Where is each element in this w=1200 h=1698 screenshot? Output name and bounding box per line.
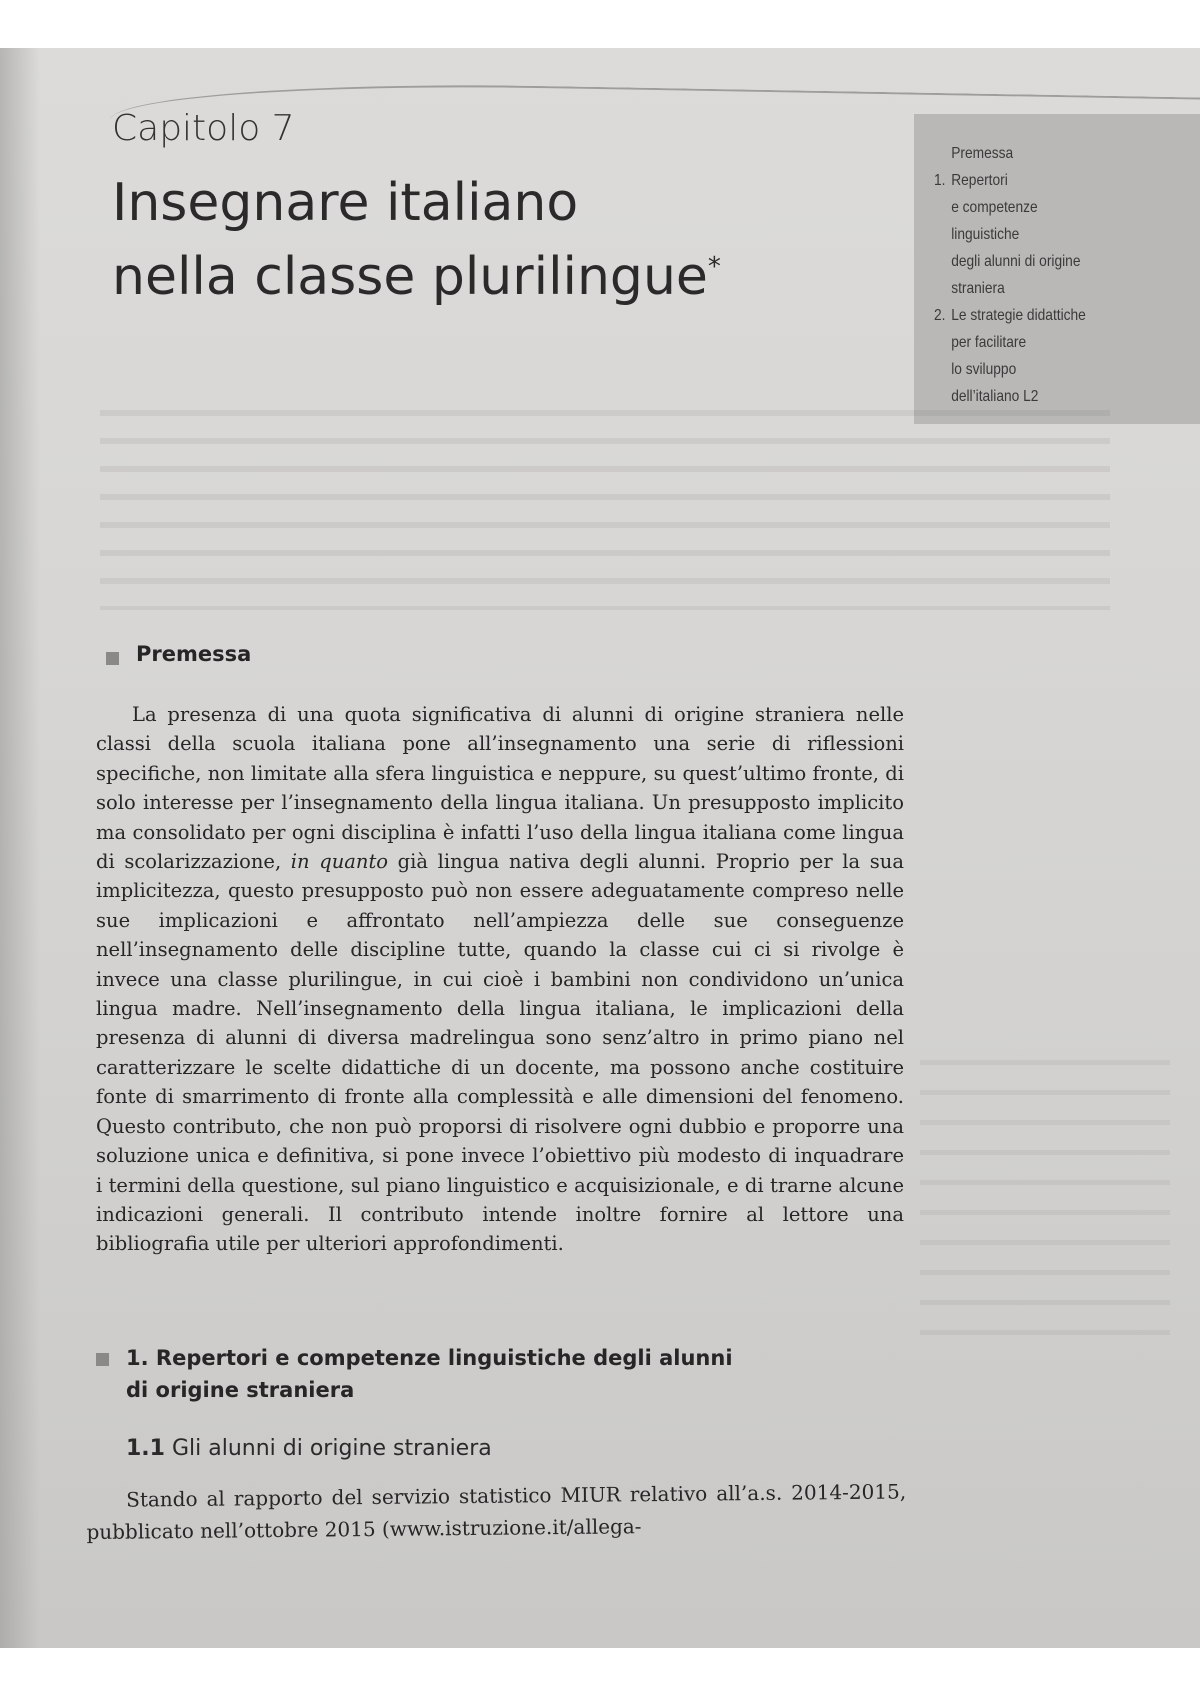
chapter-title xyxy=(112,166,812,314)
toc-item-2-line1: Le strategie didattiche xyxy=(951,307,1086,324)
binding-shadow xyxy=(0,48,40,1648)
toc-item-2[interactable] xyxy=(934,302,1158,329)
show-through-text xyxy=(100,410,1110,610)
toc-item-2-line2: per facilitare xyxy=(951,334,1027,351)
footnote-mark: * xyxy=(707,252,721,282)
chapter-toc xyxy=(934,140,1158,410)
chapter-title-line2-text: nella classe plurilingue xyxy=(112,247,708,307)
subsection-heading-1-1 xyxy=(126,1436,492,1461)
chapter-label: Capitolo 7 xyxy=(112,108,295,149)
toc-item-1-line4: degli alunni di origine xyxy=(951,253,1081,270)
subsection-num: 1.1 xyxy=(126,1436,165,1461)
section-1-paragraph: Stando al rapporto del servizio statistico MIUR relativo all’a.s. 2014-2015, pubblicato nell’ottobre 2015 (www.istruzione.it/allega- xyxy=(86,1479,907,1544)
toc-item-1-line5: straniera xyxy=(951,280,1005,297)
toc-item-2-line3: lo sviluppo xyxy=(951,361,1017,378)
premessa-text-2: già lingua nativa degli alunni. Proprio per la sua implicitezza, questo presupposto può non essere adeguatamente compreso nelle sue implicazioni e affrontato nell’ampiezza delle sue conseguenze nell’insegnamento delle discipline tutte, quando la classe cui ci si rivolge è invece una classe plurilingue, in cui cioè i bambini non condividono un’unica lingua madre. Nell’insegnamento della lingua italiana, le implicazioni della presenza di alunni di diversa madrelingua sono senz’altro in primo piano nel caratterizzare le scelte didattiche di un docente, ma possono anche costituire fonte di smarrimento di fronte alla complessità e alle dimensioni del fenomeno. Questo contributo, che non può proporsi di risolvere ogni dubbio e proporre una soluzione unica e definitiva, si pone invece l’obiettivo più modesto di inquadrare i termini della questione, sul piano linguistico e acquisizionale, e di trarne alcune indicazioni generali. Il contributo intende inoltre fornire al lettore una bibliografia utile per ulteriori approfondimenti. xyxy=(96,850,904,1256)
toc-item-1-line2: e competenze xyxy=(951,199,1038,216)
toc-item-1-line1: Repertori xyxy=(951,172,1008,189)
toc-item-1-num: 1. xyxy=(934,172,946,189)
section-bullet xyxy=(106,652,119,665)
section-bullet-1 xyxy=(96,1353,109,1366)
premessa-text-1: La presenza di una quota significativa di alunni di origine straniera nelle classi della scuola italiana pone all’insegnamento una serie di riflessioni specifiche, non limitate alla sfera linguistica e neppure, su quest’ultimo fronte, di solo interesse per l’insegnamento della lingua italiana. Un presupposto implicito ma consolidato per ogni disciplina è infatti l’uso della lingua italiana come lingua di scolarizzazione, xyxy=(96,703,904,874)
toc-item-1-line3: linguistiche xyxy=(951,226,1020,243)
toc-item-2-line4: dell’italiano L2 xyxy=(951,388,1039,405)
section-heading-1 xyxy=(126,1342,733,1406)
section-heading-premessa: Premessa xyxy=(136,642,252,666)
show-through-right xyxy=(920,1060,1170,1360)
toc-item-2-num: 2. xyxy=(934,307,946,324)
toc-item-1[interactable] xyxy=(934,167,1158,194)
premessa-paragraph xyxy=(96,700,904,1259)
chapter-title-line2 xyxy=(112,240,812,314)
toc-item-premessa[interactable]: Premessa xyxy=(951,145,1014,162)
premessa-italic: in quanto xyxy=(290,850,389,874)
chapter-title-line1: Insegnare italiano xyxy=(112,173,579,233)
subsection-title: Gli alunni di origine straniera xyxy=(171,1436,492,1461)
section-heading-1-line2: di origine straniera xyxy=(126,1378,355,1402)
section-heading-1-line1: 1. Repertori e competenze linguistiche degli alunni xyxy=(126,1346,733,1370)
